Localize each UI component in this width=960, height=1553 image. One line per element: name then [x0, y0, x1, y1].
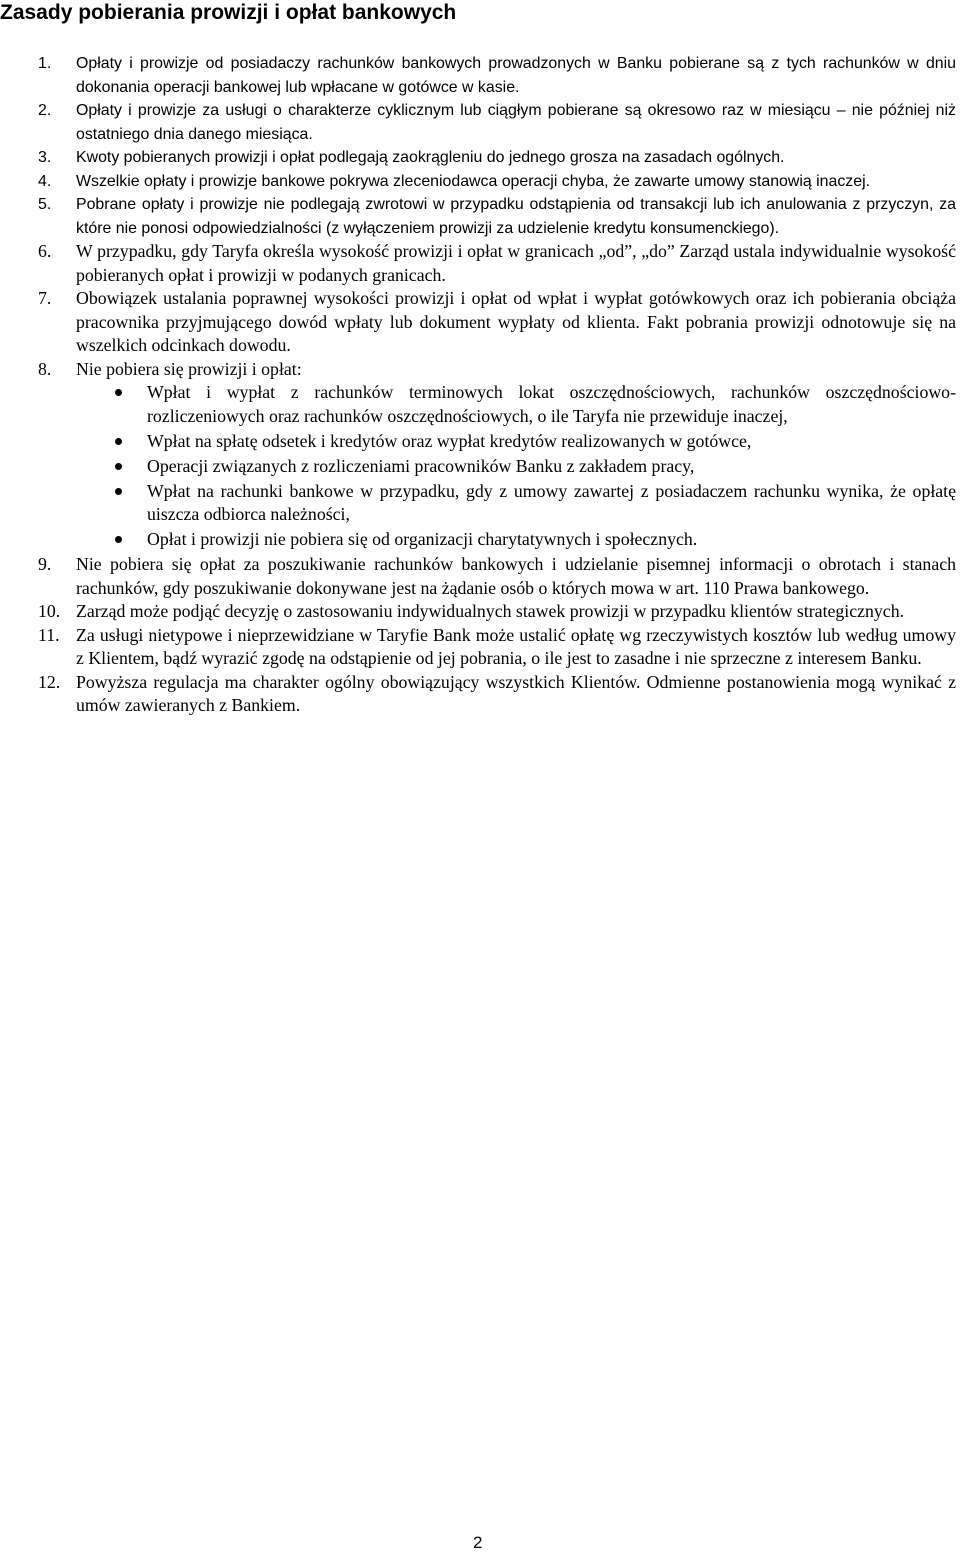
- item-number: 7.: [38, 288, 52, 308]
- item-number: 10.: [38, 601, 61, 621]
- bullet-icon: [115, 438, 122, 445]
- bullet-text: Opłat i prowizji nie pobiera się od organizacji charytatywnych i społecznych.: [147, 529, 698, 549]
- bullet-item: [0, 381, 956, 428]
- item-number: 4.: [38, 172, 52, 190]
- item-text: Opłaty i prowizje od posiadaczy rachunków bankowych prowadzonych w Banku pobierane są z tych rachunków w dniu dokonania operacji bankowej lub wpłacane w gotówce w kasie.: [76, 55, 956, 96]
- list-item: [0, 358, 956, 552]
- item-text: Pobrane opłaty i prowizje nie podlegają zwrotowi w przypadku odstąpienia od transakcji lub ich anulowania z przyczyn, za które nie ponosi odpowiedzialności (z wyłączeniem prowizji za udzielenie kredytu konsumenckiego).: [76, 196, 956, 237]
- item-number: 2.: [38, 102, 52, 119]
- item-text: Opłaty i prowizje za usługi o charakterze cyklicznym lub ciągłym pobierane są okresowo raz w miesiącu – nie później niż ostatniego dnia danego miesiąca.: [76, 102, 956, 143]
- page-title: Zasady pobierania prowizji i opłat bankowych: [0, 1, 457, 24]
- bullet-icon: [115, 536, 122, 543]
- list-item: [0, 170, 956, 194]
- item-number: 3.: [38, 149, 52, 166]
- bullet-item: [0, 430, 956, 454]
- list-item: [0, 553, 956, 600]
- item-number: 12.: [38, 671, 61, 692]
- item-text: W przypadku, gdy Taryfa określa wysokość prowizji i opłat w granicach „od”, „do” Zarząd ustala indywidualnie wysokość pobieranych opłat i prowizji w podanych granicach.: [76, 241, 956, 285]
- bullet-icon: [115, 488, 122, 495]
- item-text: Obowiązek ustalania poprawnej wysokości prowizji i opłat od wpłat i wypłat gotówkowych oraz ich pobierania obciąża pracownika przyjmującego dowód wpłaty lub dokument wypłaty od klienta. Fakt pobrania prowizji odnotowuje się na wszelkich odcinkach dowodu.: [76, 288, 956, 355]
- item-number: 9.: [38, 554, 52, 574]
- rules-list: [0, 52, 960, 718]
- item-text: Wszelkie opłaty i prowizje bankowe pokrywa zleceniodawca operacji chyba, że zawarte umowy stanowią inaczej.: [76, 172, 871, 190]
- list-item: [0, 671, 956, 718]
- bullet-text: Wpłat na rachunki bankowe w przypadku, gdy z umowy zawartej z posiadaczem rachunku wynika, że opłatę uiszcza odbiorca należności,: [147, 480, 956, 524]
- item-text: Powyższa regulacja ma charakter ogólny obowiązujący wszystkich Klientów. Odmienne postanowienia mogą wynikać z umów zawieranych z Bankiem.: [76, 671, 956, 715]
- list-item: [0, 52, 956, 99]
- item-text: Za usługi nietypowe i nieprzewidziane w Taryfie Bank może ustalić opłatę wg rzeczywistych kosztów lub według umowy z Klientem, bądź wyrazić zgodę na odstąpienie od jej pobrania, o ile jest to zasadne i nie sprzeczne z interesem Banku.: [76, 624, 956, 668]
- list-item: [0, 287, 956, 358]
- list-item: [0, 624, 956, 671]
- bullet-text: Wpłat na spłatę odsetek i kredytów oraz wypłat kredytów realizowanych w gotówce,: [147, 430, 752, 451]
- bullet-text: Wpłat i wypłat z rachunków terminowych lokat oszczędnościowych, rachunków oszczędnościowo-rozliczeniowych oraz rachunków oszczędnościowych, o ile Taryfa nie przewiduje inaczej,: [147, 382, 956, 426]
- bullet-list: [76, 381, 956, 552]
- bullet-icon: [115, 389, 122, 396]
- bullet-item: [0, 480, 956, 527]
- page-number: 2: [473, 1533, 483, 1552]
- item-number: 6.: [38, 241, 52, 261]
- item-text: Nie pobiera się prowizji i opłat:: [76, 358, 302, 379]
- bullet-icon: [115, 463, 122, 470]
- bullet-item: [0, 528, 956, 552]
- list-item: [0, 600, 956, 624]
- item-number: 1.: [38, 55, 52, 72]
- item-number: 5.: [38, 196, 52, 213]
- item-text: Nie pobiera się opłat za poszukiwanie rachunków bankowych i udzielanie pisemnej informacji o obrotach i stanach rachunków, gdy poszukiwanie dokonywane jest na żądanie osób o których mowa w art. 110 Prawa bankowego.: [76, 554, 956, 598]
- bullet-text: Operacji związanych z rozliczeniami pracowników Banku z zakładem pracy,: [147, 455, 695, 476]
- bullet-item: [0, 455, 956, 479]
- list-item: [0, 146, 956, 170]
- list-item: [0, 99, 956, 146]
- list-item: [0, 240, 956, 287]
- list-item: [0, 193, 956, 240]
- item-text: Kwoty pobieranych prowizji i opłat podlegają zaokrągleniu do jednego grosza na zasadach ogólnych.: [76, 149, 785, 166]
- item-number: 8.: [38, 358, 52, 379]
- item-text: Zarząd może podjąć decyzję o zastosowaniu indywidualnych stawek prowizji w przypadku klientów strategicznych.: [76, 601, 905, 621]
- item-number: 11.: [38, 624, 60, 645]
